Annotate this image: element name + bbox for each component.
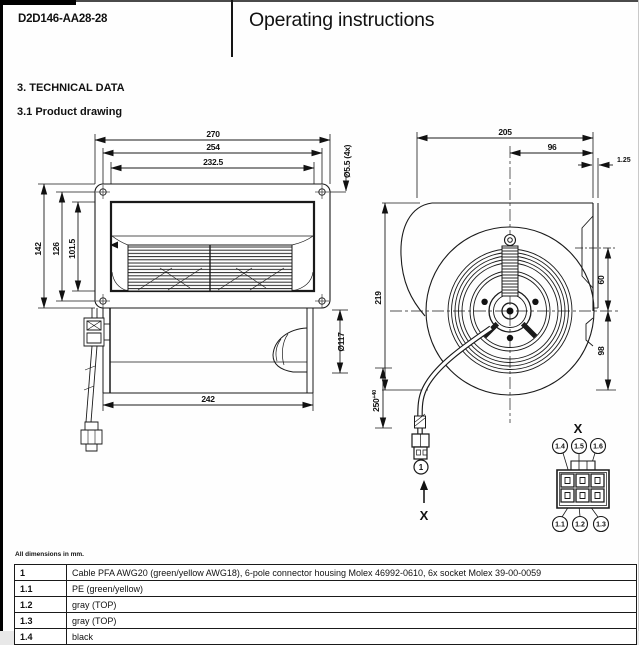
connector-view-x-label: X [573,421,583,436]
pin-label-1-6: 1.6 [593,443,603,451]
dim-front-opening-height: 101.5 [67,239,77,259]
subsection-heading-product-drawing: 3.1 Product drawing [17,106,123,118]
dim-side-height: 219 [373,291,383,305]
connector-geometry [553,439,610,532]
section-heading-technical-data: 3. TECHNICAL DATA [17,82,125,94]
pin-label-1-2: 1.2 [575,521,585,529]
header-divider [231,0,233,57]
pin-label-1-1: 1.1 [555,521,565,529]
screw-stack [502,235,518,297]
table-row [15,596,636,612]
dimensions-note: All dimensions in mm. [15,551,84,558]
page-title: Operating instructions [249,9,435,31]
connector-detail-drawing [530,420,639,550]
pin-label-1-4: 1.4 [555,443,565,451]
dim-front-opening-width: 232.5 [203,157,223,167]
table-cell-desc: gray (TOP) [72,615,117,626]
dim-front-inlet-dia: Ø117 [336,332,346,352]
dim-front-hole-spacing-v: 126 [51,242,61,256]
table-cell-id: 1.1 [15,581,67,596]
housing-body [103,308,313,393]
view-x-arrow [420,480,428,503]
view-x-label: X [419,508,429,523]
table-cell-id: 1 [15,565,67,580]
dim-front-height: 142 [33,242,43,256]
dim-side-center-bottom: 98 [596,346,606,356]
dim-front-width: 270 [206,129,220,139]
table-cell-id: 1.4 [15,629,67,644]
dim-front-hole-dia: Ø5.5 (4x) [342,144,352,178]
terminal-box-and-cable [81,308,110,451]
dim-front-depth: 242 [201,394,215,404]
table-row [15,612,636,628]
dim-side-flange-thickness: 1.25 [617,157,631,164]
dim-side-width: 205 [498,127,512,137]
table-row [15,580,636,596]
table-cell-desc: PE (green/yellow) [72,583,144,594]
table-cell-id: 1.2 [15,597,67,612]
scroll-housing [401,203,598,395]
callout-1-label: 1 [418,463,424,472]
cable-legend-table [14,564,637,645]
table-cell-desc: gray (TOP) [72,599,117,610]
front-view-drawing [0,118,370,470]
table-cell-desc: black [72,631,94,642]
table-row [15,628,636,644]
dim-side-center-right: 96 [547,142,557,152]
dim-cable-length: $250^{+40}$ [371,390,381,412]
document-number: D2D146-AA28-28 [18,13,108,25]
table-row [15,565,636,580]
dim-front-hole-spacing-h: 254 [206,142,220,152]
pin-label-1-3: 1.3 [596,521,606,529]
page-top-left-border [0,0,76,5]
front-view-geometry [38,134,348,451]
pin-label-1-5: 1.5 [574,443,584,451]
dim-side-center-top: 60 [596,275,606,285]
table-cell-desc: Cable PFA AWG20 (green/yellow AWG18), 6-pole connector housing Molex 46992-0610, 6x socket Molex 39-00-0059 [72,567,542,578]
table-cell-id: 1.3 [15,613,67,628]
impeller [128,245,292,291]
page-top-border [0,0,639,2]
